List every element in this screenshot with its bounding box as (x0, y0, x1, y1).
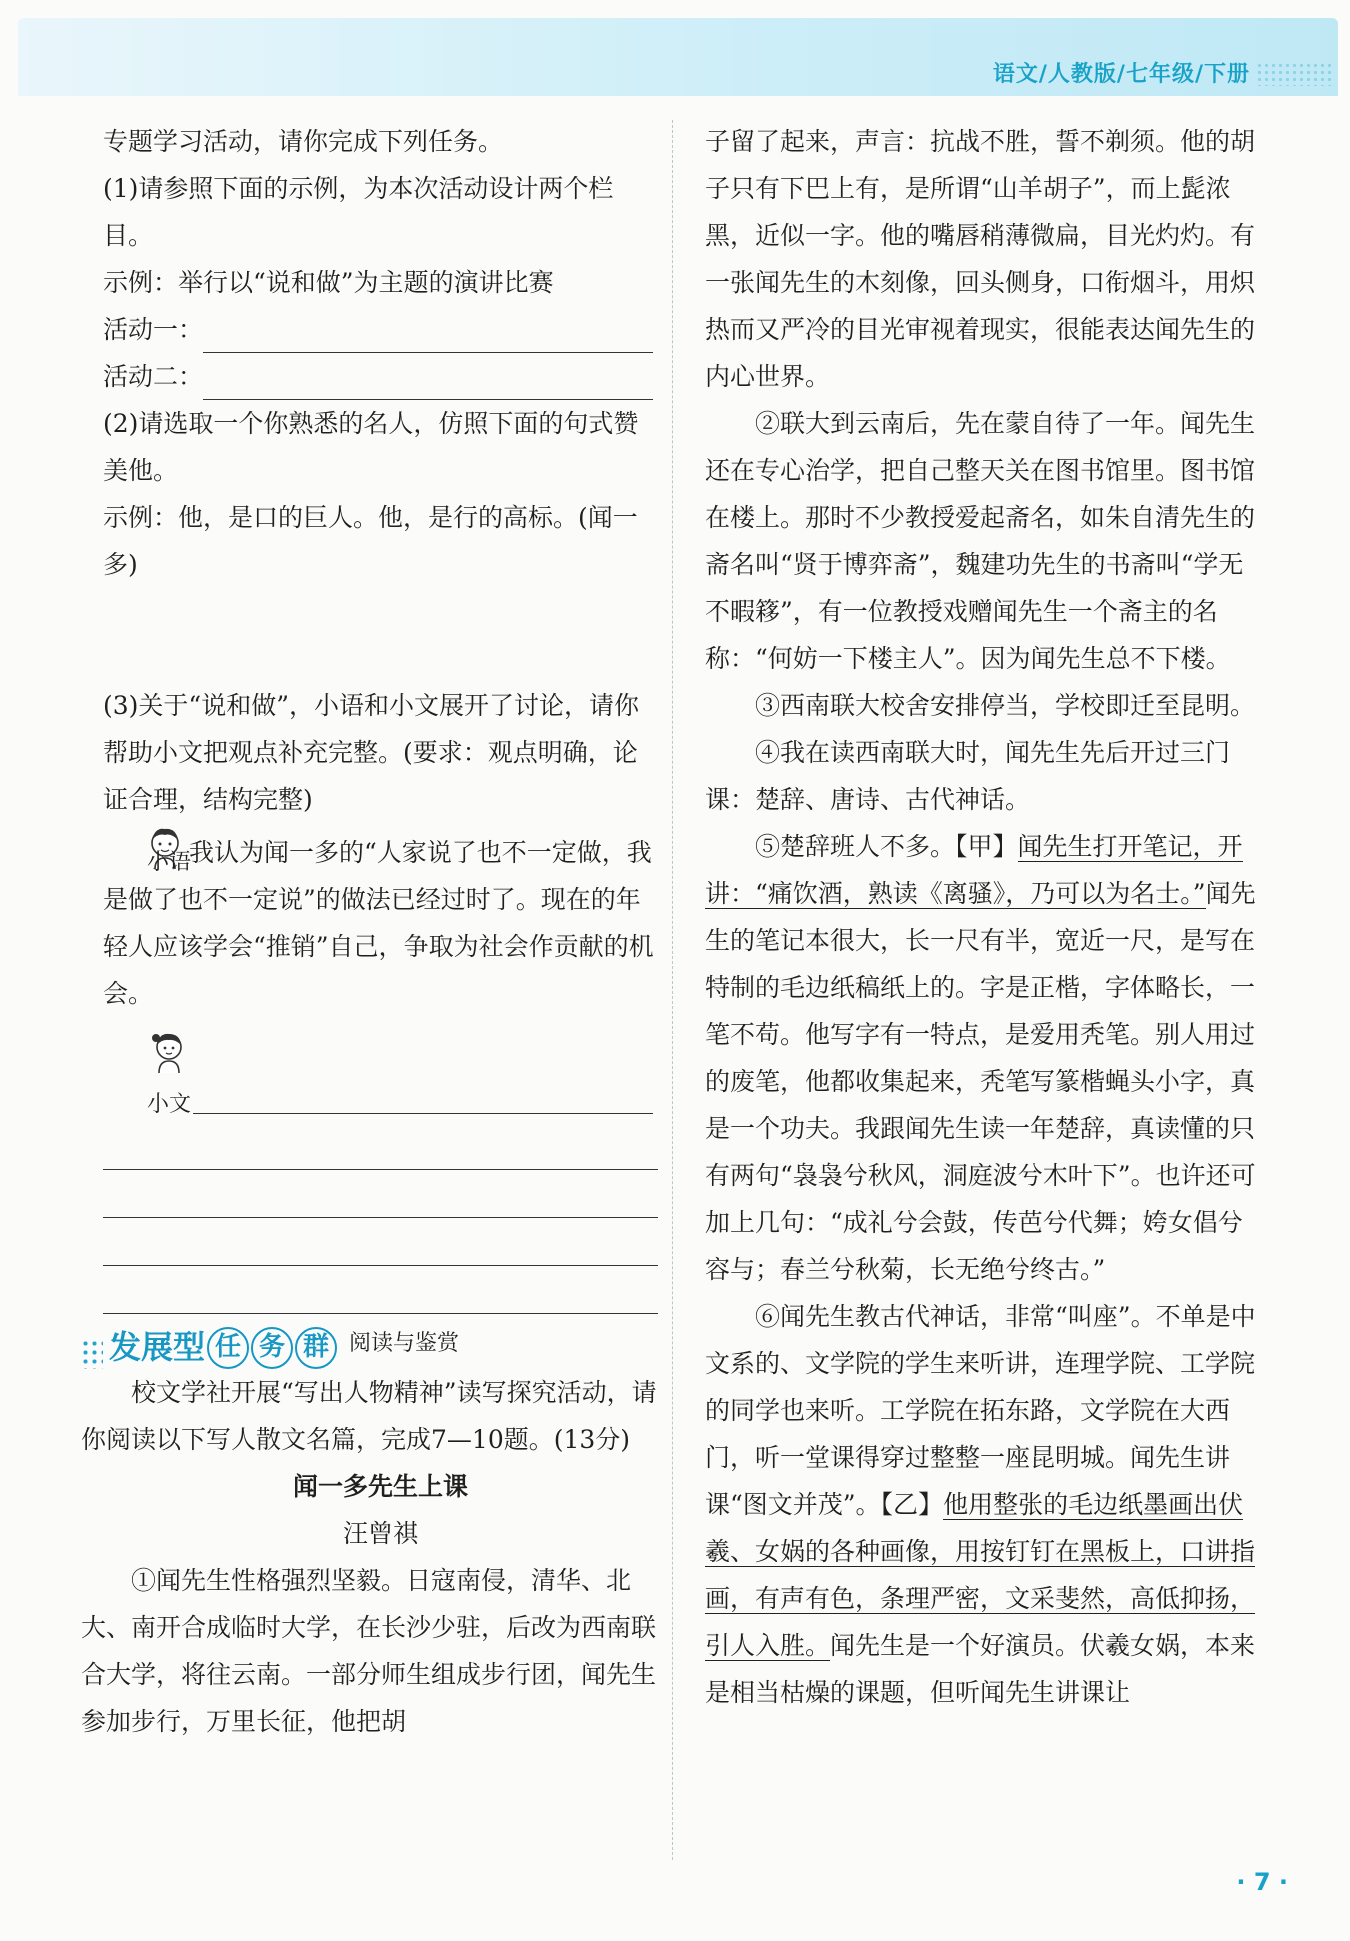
activity-2-row (103, 353, 658, 400)
activity-2-label: 活动二： (103, 362, 204, 391)
section-title-char-2: 务 (251, 1327, 293, 1369)
activity-1-label: 活动一： (103, 315, 204, 344)
question-1-example: 示例：举行以“说和做”为主题的演讲比赛 (103, 268, 554, 297)
question-1: (1)请参照下面的示例，为本次活动设计两个栏目。 (103, 174, 614, 250)
question-3: (3)关于“说和做”，小语和小文展开了讨论，请你帮助小文把观点补充完整。(要求：观点明确，论证合理，结构完整) (103, 691, 639, 814)
paragraph-1-continued: 子留了起来，声言：抗战不胜，誓不剃须。他的胡子只有下巴上有，是所谓“山羊胡子”，而上髭浓黑，近似一字。他的嘴唇稍薄微扁，目光灼灼。有一张闻先生的木刻像，回头侧身，口衔烟斗，用炽热而又严冷的目光审视着现实，很能表达闻先生的内心世界。 (705, 127, 1256, 391)
question-2-example: 示例：他，是口的巨人。他，是行的高标。(闻一多) (103, 503, 638, 579)
section-title-char-1: 任 (207, 1327, 249, 1369)
left-column (81, 118, 658, 1745)
banner-dot-icon (81, 1339, 103, 1369)
paragraph-4: ④我在读西南联大时，闻先生先后开过三门课：楚辞、唐诗、古代神话。 (705, 738, 1231, 814)
paragraph-2: ②联大到云南后，先在蒙自待了一年。闻先生还在专心治学，把自己整天关在图书馆里。图书馆在楼上。那时不少教授爱起斋名，如朱自清先生的斋名叫“贤于博弈斋”，魏建功先生的书斋叫“学无不暇簃”，有一位教授戏赠闻先生一个斋主的名称：“何妨一下楼主人”。因为闻先生总不下楼。 (705, 409, 1256, 673)
header-dot-pattern (1256, 62, 1332, 86)
speaker-2-row (103, 1075, 658, 1122)
column-divider (672, 120, 673, 1860)
answer-line-5[interactable] (103, 1266, 658, 1314)
section-title-prefix: 发展型 (109, 1328, 206, 1366)
speaker-1-name: 小语 (147, 850, 192, 875)
paragraph-3: ③西南联大校舍安排停当，学校即迁至昆明。 (755, 691, 1256, 720)
section-banner (81, 1320, 658, 1369)
activity-1-row (103, 306, 658, 353)
girl-avatar-icon (147, 1029, 658, 1075)
right-column (705, 118, 1265, 1716)
speaker-2-name: 小文 (147, 1092, 192, 1117)
answer-line-4[interactable] (103, 1218, 658, 1266)
paragraph-6-lead: ⑥闻先生教古代神话，非常“叫座”。不单是中文系的、文学院的学生来听讲，连理学院、工学院的同学也来听。工学院在拓东路，文学院在大西门，听一堂课得穿过整整一座昆明城。闻先生讲课“图文并茂”。【乙】 (705, 1302, 1256, 1519)
paragraph-5-underlined-jia: 闻先生打开笔记，开讲：“痛饮酒，熟读《离骚》，乃可以为名士。” (705, 832, 1243, 908)
paragraph-5-lead: ⑤楚辞班人不多。【甲】 (755, 832, 1018, 861)
section-title-char-3: 群 (295, 1327, 337, 1369)
paragraph-5 (705, 823, 1265, 1293)
speaker-xiaowen-block (103, 1029, 658, 1314)
intro-text: 专题学习活动，请你完成下列任务。 (103, 127, 504, 156)
answer-line-2[interactable] (103, 1122, 658, 1170)
paragraph-6 (705, 1293, 1265, 1716)
activity-1-answer-line[interactable] (203, 322, 653, 353)
paragraph-5-rest: 闻先生的笔记本很大，长一尺有半，宽近一尺，是写在特制的毛边纸稿纸上的。字是正楷，字体略长，一笔不苟。他写字有一特点，是爱用秃笔。别人用过的废笔，他都收集起来，秃笔写篆楷蝇头小字，真是一个功夫。我跟闻先生读一年楚辞，真读懂的只有两句“袅袅兮秋风，洞庭波兮木叶下”。也许还可加上几句：“成礼兮会鼓，传芭兮代舞；姱女倡兮容与；春兰兮秋菊，长无绝兮终古。” (705, 879, 1256, 1284)
paragraph-6-rest: 闻先生是一个好演员。伏羲女娲，本来是相当枯燥的课题，但听闻先生讲课让 (705, 1631, 1256, 1707)
article-title: 闻一多先生上课 (292, 1472, 468, 1501)
article-author: 汪曾祺 (342, 1519, 418, 1548)
question-2-answer-space[interactable] (103, 588, 658, 682)
question-2: (2)请选取一个你熟悉的名人，仿照下面的句式赞美他。 (103, 409, 639, 485)
speaker-1-text: 我认为闻一多的“人家说了也不一定做，我是做了也不一定说”的做法已经过时了。现在的年轻人应该学会“推销”自己，争取为社会作贡献的机会。 (103, 838, 654, 1008)
paragraph-1: ①闻先生性格强烈坚毅。日寇南侵，清华、北大、南开合成临时大学，在长沙少驻，后改为西南联合大学，将往云南。一部分师生组成步行团，闻先生参加步行，万里长征，他把胡 (81, 1566, 657, 1736)
speaker-2-answer-line-1[interactable] (193, 1083, 653, 1114)
paragraph-6-underlined-yi: 他用整张的毛边纸墨画出伏羲、女娲的各种画像，用按钉钉在黑板上，口讲指画，有声有色，条理严密，文采斐然，高低抑扬，引人入胜。 (705, 1490, 1256, 1660)
section-subtitle: 阅读与鉴赏 (349, 1331, 460, 1356)
page-number: · 7 · (1236, 1868, 1288, 1896)
header-label: 语文/人教版/七年级/下册 (992, 62, 1250, 87)
task-intro: 校文学社开展“写出人物精神”读写探究活动，请你阅读以下写人散文名篇，完成7—10题。(13分) (81, 1378, 657, 1454)
speaker-xiaoyu-block (103, 829, 658, 1017)
activity-2-answer-line[interactable] (203, 369, 653, 400)
answer-line-3[interactable] (103, 1170, 658, 1218)
